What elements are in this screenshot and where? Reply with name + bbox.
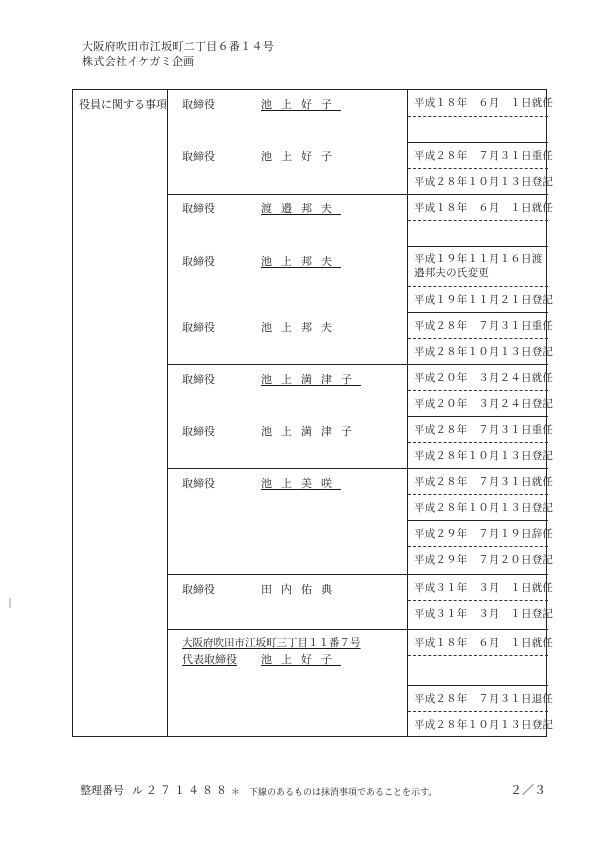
officer-title: 取締役 <box>182 150 215 163</box>
officer-title: 取締役 <box>182 255 215 268</box>
record-entry <box>408 655 548 685</box>
officer-title: 取締役 <box>182 425 215 438</box>
officer-name: 池上好子 <box>261 653 341 666</box>
record-entry: 平成２８年１０月１３日登記 <box>408 338 548 364</box>
record-entry: 平成２８年 ７月３１日就任 <box>408 468 548 494</box>
scan-mark <box>9 598 11 608</box>
officer-name: 池上満津子 <box>261 373 361 386</box>
record-entry: 平成２９年 ７月２０日登記 <box>408 546 548 572</box>
record-entry: 平成２８年１０月１３日登記 <box>408 494 548 520</box>
company-address: 大阪府吹田市江坂町二丁目６番１４号 <box>82 40 275 53</box>
record-entry: 平成２０年 ３月２４日就任 <box>408 364 548 390</box>
record-entry: 平成１９年１１月１６日渡邉邦夫の氏変更 <box>408 246 548 286</box>
record-entry <box>408 220 548 246</box>
officer-title: 取締役 <box>182 373 215 386</box>
officer-name: 池上美咲 <box>261 477 341 490</box>
record-entry: 平成２８年 ７月３１日重任 <box>408 142 548 168</box>
strikethrough-note: ＊ 下線のあるものは抹消事項であることを示す。 <box>231 788 438 798</box>
officer-name: 池上満津子 <box>261 425 361 438</box>
officer-name: 池上好子 <box>261 150 341 163</box>
officer-name: 池上好子 <box>261 98 341 111</box>
officer-title: 代表取締役 <box>182 653 237 666</box>
company-name: 株式会社イケガミ企画 <box>82 55 195 68</box>
officer-title: 取締役 <box>182 321 215 334</box>
record-entry: 平成２８年１０月１３日登記 <box>408 442 548 468</box>
record-entry: 平成１８年 ６月 １日就任 <box>408 629 548 655</box>
record-entry <box>408 116 548 142</box>
record-entry: 平成２８年 ７月３１日退任 <box>408 685 548 711</box>
officer-title: 取締役 <box>182 202 215 215</box>
officer-title: 取締役 <box>182 477 215 490</box>
officer-name: 池上邦夫 <box>261 321 341 334</box>
reference-number <box>80 782 230 798</box>
officer-table <box>72 89 554 737</box>
page-number: ２／３ <box>510 783 547 797</box>
record-entry: 平成２０年 ３月２４日登記 <box>408 390 548 416</box>
record-entry: 平成３１年 ３月 １日就任 <box>408 574 548 600</box>
reference-label: 整理番号 <box>80 784 124 797</box>
record-entry: 平成１８年 ６月 １日就任 <box>408 194 548 220</box>
officer-title: 取締役 <box>182 98 215 111</box>
record-entry: 平成２８年 ７月３１日重任 <box>408 312 548 338</box>
record-entry: 平成３１年 ３月 １日登記 <box>408 600 548 626</box>
record-entry: 平成２８年１０月１３日登記 <box>408 711 548 737</box>
reference-value: ル２７１４８８ <box>132 784 230 797</box>
officer-name: 池上邦夫 <box>261 255 341 268</box>
record-entry: 平成２９年 ７月１９日辞任 <box>408 520 548 546</box>
record-entry: 平成１９年１１月２１日登記 <box>408 286 548 312</box>
officer-title: 取締役 <box>182 583 215 596</box>
record-entry: 平成２８年 ７月３１日重任 <box>408 416 548 442</box>
officer-name: 渡邉邦夫 <box>261 202 341 215</box>
record-entry: 平成２８年１０月１３日登記 <box>408 168 548 194</box>
section-label: 役員に関する事項 <box>79 98 167 111</box>
record-entry: 平成１８年 ６月 １日就任 <box>414 97 554 109</box>
officer-name: 田内佑典 <box>261 583 341 596</box>
officer-address: 大阪府吹田市江坂町三丁目１１番７号 <box>182 637 361 649</box>
